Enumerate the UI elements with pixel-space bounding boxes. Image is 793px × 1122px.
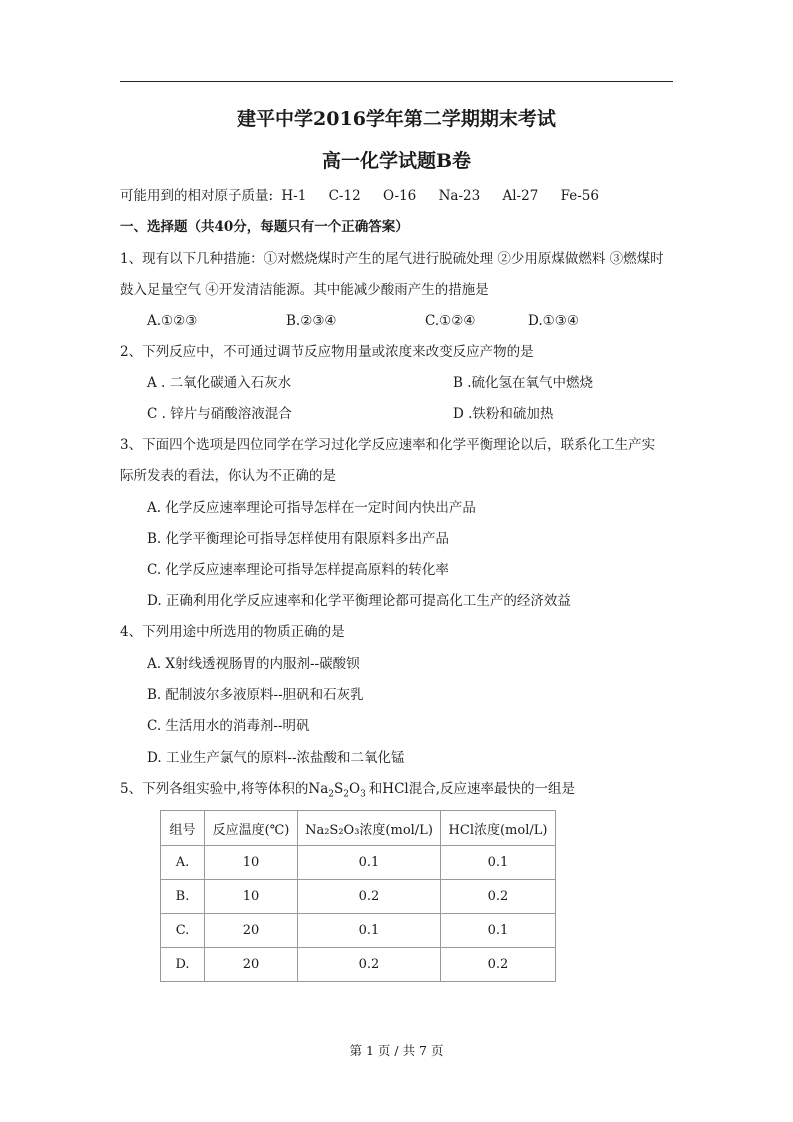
page-footer: 第 1 页 / 共 7 页: [349, 1043, 444, 1058]
question-3-stem-cont: 际所发表的看法，你认为不正确的是: [120, 468, 336, 484]
table-cell: 10: [205, 880, 298, 914]
table-cell: 0.1: [298, 846, 441, 880]
table-cell: 0.1: [441, 914, 556, 948]
question-1-stem: 1、现有以下几种措施：①对燃烧煤时产生的尾气进行脱硫处理 ②少用原煤做燃料 ③燃煤时: [120, 251, 664, 267]
table-header-cell: HCl浓度(mol/L): [441, 811, 556, 846]
reaction-rate-table: [160, 810, 556, 982]
question-2-option-a: A . 二氧化碳通入石灰水: [147, 375, 292, 391]
question-2-option-c: C . 锌片与硝酸溶液混合: [147, 406, 292, 422]
table-cell: 10: [205, 846, 298, 880]
atomic-mass-item: Fe-56: [560, 188, 599, 204]
atomic-masses: [120, 187, 599, 205]
table-header-row: [161, 811, 556, 846]
question-5-stem-pre: 5、下列各组实验中,将等体积的: [120, 781, 309, 797]
atomic-mass-item: H-1: [281, 188, 307, 204]
question-2-option-b: B .硫化氢在氧气中燃烧: [453, 375, 594, 391]
table-cell: C.: [161, 914, 205, 948]
question-3-option-d: D. 正确利用化学反应速率和化学平衡理论都可提高化工生产的经济效益: [147, 593, 571, 609]
atomic-mass-item: Na-23: [438, 188, 481, 204]
question-2-option-d: D .铁粉和硫加热: [453, 406, 554, 422]
question-3-stem: 3、下面四个选项是四位同学在学习过化学反应速率和化学平衡理论以后，联系化工生产实: [120, 437, 656, 453]
atomic-mass-item: Al-27: [502, 188, 539, 204]
table-header-cell: 组号: [161, 811, 205, 846]
formula-sub: 3: [360, 789, 366, 800]
formula-s: S: [334, 781, 344, 797]
exam-subtitle: 高一化学试题B卷: [321, 150, 472, 172]
table-cell: 0.1: [441, 846, 556, 880]
question-5-stem-post: 和HCl混合,反应速率最快的一组是: [368, 781, 576, 797]
question-1-option-b: B.②③④: [286, 313, 337, 329]
table-cell: 0.1: [298, 914, 441, 948]
table-row: [161, 846, 556, 880]
atomic-masses-label: 可能用到的相对原子质量:: [120, 188, 274, 204]
table-cell: 0.2: [298, 948, 441, 982]
formula-sub: 2: [328, 789, 334, 800]
question-3-option-b: B. 化学平衡理论可指导怎样使用有限原料多出产品: [147, 531, 450, 547]
table-header-cell: 反应温度(℃): [205, 811, 298, 846]
question-1-option-a: A.①②③: [147, 313, 198, 329]
question-4-stem: 4、下列用途中所选用的物质正确的是: [120, 624, 345, 640]
header-rule: [120, 81, 673, 82]
question-1-option-d: D.①③④: [528, 313, 579, 329]
table-cell: 20: [205, 948, 298, 982]
question-1-stem-cont: 鼓入足量空气 ④开发清洁能源。其中能减少酸雨产生的措施是: [120, 282, 489, 298]
question-4-option-a: A. X射线透视肠胃的内服剂--碳酸钡: [147, 656, 360, 672]
table-cell: 0.2: [441, 948, 556, 982]
table-row: [161, 914, 556, 948]
formula-o: O: [348, 781, 361, 797]
table-row: [161, 948, 556, 982]
question-1-option-c: C.①②④: [425, 313, 476, 329]
atomic-mass-item: O-16: [382, 188, 417, 204]
table-cell: 0.2: [441, 880, 556, 914]
table-cell: 20: [205, 914, 298, 948]
atomic-mass-item: C-12: [328, 188, 361, 204]
table-cell: D.: [161, 948, 205, 982]
table-row: [161, 880, 556, 914]
question-2-stem: 2、下列反应中，不可通过调节反应物用量或浓度来改变反应产物的是: [120, 344, 534, 360]
table-cell: B.: [161, 880, 205, 914]
section-heading: 一、选择题（共40分，每题只有一个正确答案）: [120, 219, 409, 235]
question-4-option-c: C. 生活用水的消毒剂--明矾: [147, 718, 310, 734]
question-4-option-b: B. 配制波尔多液原料--胆矾和石灰乳: [147, 687, 364, 703]
table-cell: 0.2: [298, 880, 441, 914]
question-3-option-c: C. 化学反应速率理论可指导怎样提高原料的转化率: [147, 562, 449, 578]
formula-na: Na: [308, 781, 329, 797]
question-5-stem: [120, 780, 575, 804]
question-4-option-d: D. 工业生产氯气的原料--浓盐酸和二氧化锰: [147, 750, 405, 766]
exam-title: 建平中学2016学年第二学期期末考试: [237, 108, 556, 130]
table-cell: A.: [161, 846, 205, 880]
formula-sub: 2: [343, 789, 349, 800]
table-header-cell: Na₂S₂O₃浓度(mol/L): [298, 811, 441, 846]
question-3-option-a: A. 化学反应速率理论可指导怎样在一定时间内快出产品: [147, 500, 476, 516]
